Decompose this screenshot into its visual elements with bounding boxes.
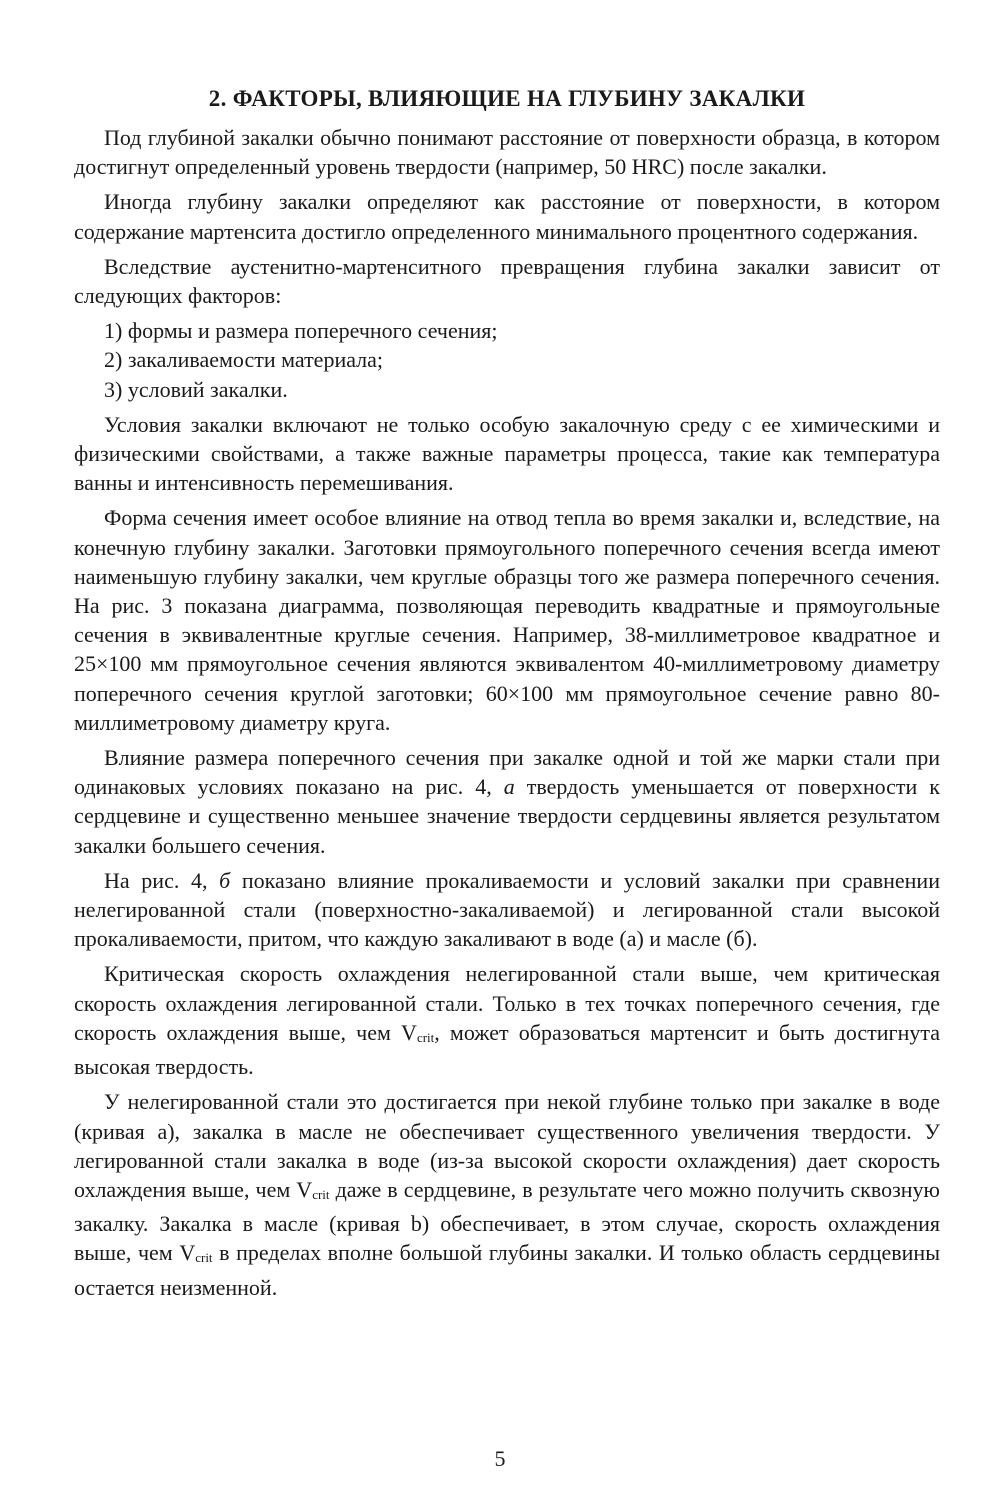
paragraph-7-text-end: показано влияние прокаливаемости и условий закалки при сравнении нелегированной стали (поверхностно-закаливаемой) и легированной стали высокой прокаливаемости, притом, что каждую закаливают в воде (а) и масле (б). [74,867,940,952]
subscript-crit: crit [312,1186,330,1202]
paragraph-6-text-end: твердость уменьшается от поверхности к сердцевине и существенно меньшее значение твердости сердцевины является результатом закалки большего сечения. [74,774,940,858]
subscript-crit: crit [416,1029,435,1045]
page-number: 5 [494,1446,506,1471]
paragraph-5: Форма сечения имеет особое влияние на отвод тепла во время закалки и, вследствие, на конечную глубину закалки. Заготовки прямоугольного поперечного сечения всегда имеют наименьшую глубину закалки, чем круглые образцы того же размера поперечного сечения. На рис. 3 показана диаграмма, позволяющая переводить квадратные и прямоугольные сечения в эквивалентные круглые сечения. Например, 38-миллиметровое квадратное и 25×100 мм прямоугольное сечения являются эквивалентом 40-миллиметровому диаметру поперечного сечения круглой заготовки; 60×100 мм прямоугольное сечение равно 80-миллиметровому диаметру круга. [74,505,940,735]
paragraph-1: Под глубиной закалки обычно понимают расстояние от поверхности образца, в котором достигнут определенный уровень твердости (например, 50 HRC) после закалки. [74,125,940,180]
paragraph-9-text: У нелегированной стали это достигается при некой глубине только при закалке в воде (кривая а), закалка в масле не обеспечивает существенного увеличения твердости. У легированной стали закалка в воде (из-за высокой скорости охлаждения) дает скорость охлаждения выше, чем V [74,1089,940,1202]
figure-ref-a: а [503,774,515,800]
paragraph-8-text-end: , может образоваться мартенсит и быть достигнута высокая твердость. [74,1019,941,1080]
paragraph-6-text: Влияние размера поперечного сечения при закалке одной и той же марки стали при одинаковых условиях показано на рис. 4, [74,745,940,800]
list-item: 1) формы и размера поперечного сечения; [104,318,498,344]
paragraph-9-text-mid: даже в сердцевине, в результате чего можно получить сквозную закалку. Закалка в масле (кривая b) обеспечивает, в этом случае, скорость охлаждения выше, чем V [74,1176,940,1266]
list-item: 3) условий закалки. [104,376,288,402]
paragraph-7 [74,866,940,954]
paragraph-9 [74,1087,940,1301]
paragraph-8-text: Критическая скорость охлаждения нелегированной стали выше, чем критическая скорость охлаждения легированной стали. Только в тех точках поперечного сечения, где скорость охлаждения выше, чем V [74,961,940,1045]
paragraph-4: Условия закалки включают не только особую закалочную среду с ее химическими и физическими свойствами, а также важные параметры процесса, такие как температура ванны и интенсивность перемешивания. [74,411,940,496]
figure-ref-b: б [219,867,231,893]
factor-list [74,316,940,404]
list-item: 2) закаливаемости материала; [104,347,384,373]
paragraph-7-text: На рис. 4, [104,867,220,893]
paragraph-9-text-end: в пределах вполне большой глубины закалки. И только область сердцевины остается неизменной. [74,1240,940,1300]
section-heading: 2. ФАКТОРЫ, ВЛИЯЮЩИЕ НА ГЛУБИНУ ЗАКАЛКИ [208,86,806,111]
paragraph-8 [74,959,940,1081]
paragraph-6 [74,743,940,860]
paragraph-3: Вследствие аустенитно-мартенситного превращения глубина закалки зависит от следующих факторов: [74,253,940,309]
document-page [74,84,940,1308]
subscript-crit: crit [195,1250,213,1266]
paragraph-2: Иногда глубину закалки определяют как расстояние от поверхности, в котором содержание мартенсита достигло определенного минимального процентного содержания. [74,189,940,244]
